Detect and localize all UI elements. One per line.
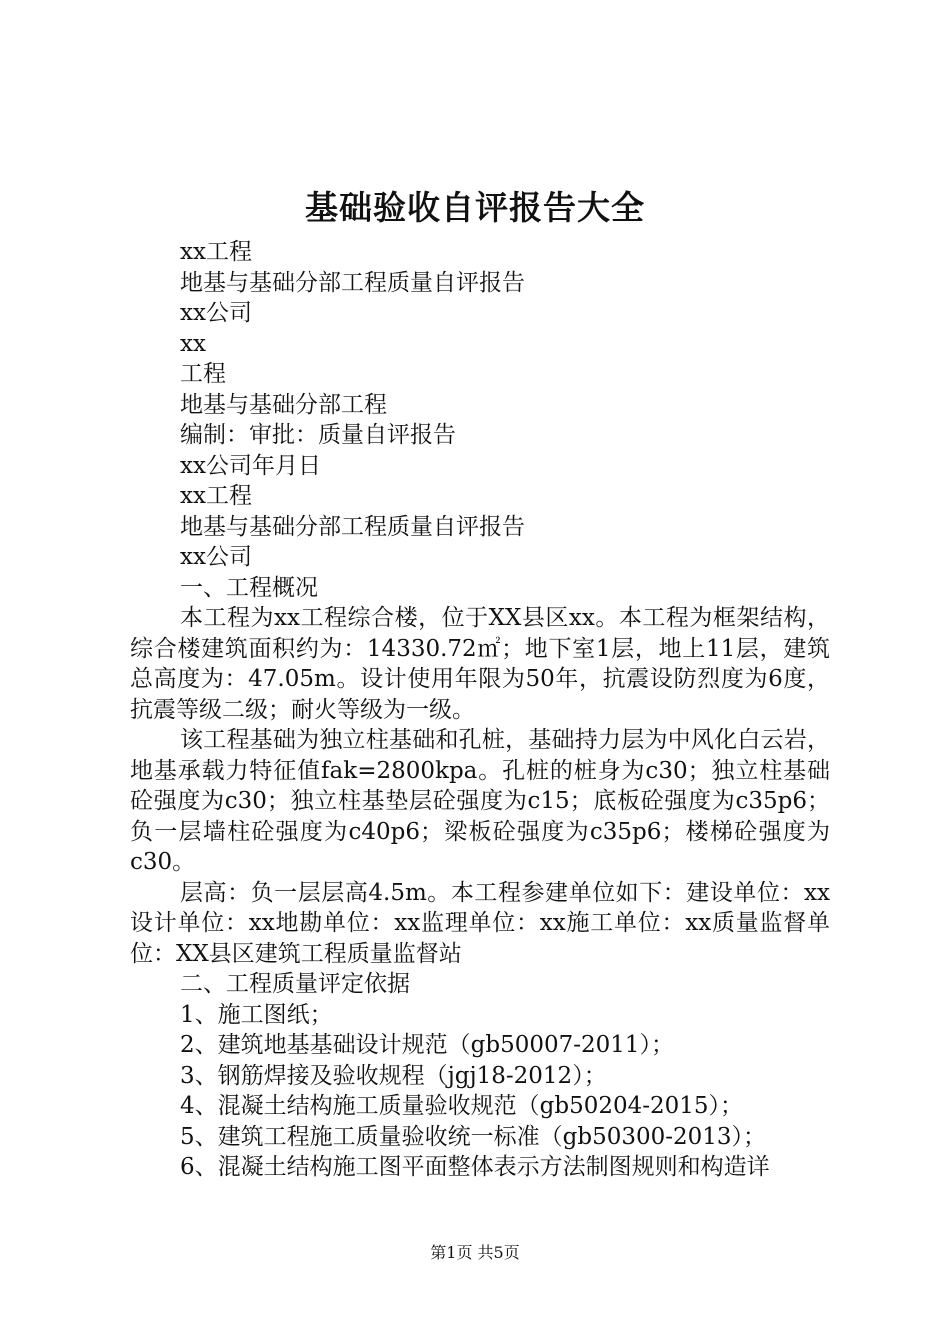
section-heading: 二、工程质量评定依据 xyxy=(180,971,410,997)
cover-line: xx工程 xyxy=(180,483,252,509)
cover-line: xx xyxy=(180,330,206,357)
basis-item: 5、建筑工程施工质量验收统一标准（gb50300-2013）； xyxy=(180,1123,767,1150)
basis-item: 1、施工图纸； xyxy=(180,1001,333,1028)
cover-line: 工程 xyxy=(180,361,226,387)
cover-line: 地基与基础分部工程质量自评报告 xyxy=(180,513,525,540)
cover-line: xx公司 xyxy=(180,544,252,570)
document-title: 基础验收自评报告大全 xyxy=(305,188,645,227)
section-heading: 一、工程概况 xyxy=(180,574,318,601)
body-paragraph: 该工程基础为独立柱基础和孔桩，基础持力层为中风化白云岩，地基承载力特征值fak=2800kpa。孔桩的桩身为c30；独立柱基础砼强度为c30；独立柱基垫层砼强度为c15；底板砼强度为c35p6；负一层墙柱砼强度为c40p6；梁板砼强度为c35p6；楼梯砼强度为c30。 xyxy=(130,727,830,875)
cover-line: xx公司年月日 xyxy=(180,452,321,479)
cover-line: xx公司 xyxy=(180,300,252,326)
basis-item: 2、建筑地基基础设计规范（gb50007-2011）； xyxy=(180,1032,675,1058)
basis-item: 3、钢筋焊接及验收规程（jgj18-2012）； xyxy=(180,1062,607,1089)
cover-line: 地基与基础分部工程 xyxy=(180,391,387,418)
basis-item: 4、混凝土结构施工质量验收规范（gb50204-2015）； xyxy=(180,1093,744,1119)
cover-line: 地基与基础分部工程质量自评报告 xyxy=(180,269,525,296)
basis-item: 6、混凝土结构施工图平面整体表示方法制图规则和构造详 xyxy=(180,1154,770,1180)
document-body xyxy=(130,237,830,1183)
body-paragraph: 层高：负一层层高4.5m。本工程参建单位如下：建设单位：xx设计单位：xx地勘单位：xx监理单位：xx施工单位：xx质量监督单位：XX县区建筑工程质量监督站 xyxy=(130,879,830,967)
cover-line: xx工程 xyxy=(180,239,252,265)
page-footer: 第1页 共5页 xyxy=(430,1243,520,1262)
cover-line: 编制：审批：质量自评报告 xyxy=(180,422,456,448)
body-paragraph: 本工程为xx工程综合楼，位于XX县区xx。本工程为框架结构，综合楼建筑面积约为：14330.72㎡；地下室1层，地上11层，建筑总高度为：47.05m。设计使用年限为50年，抗震设防烈度为6度，抗震等级二级；耐火等级为一级。 xyxy=(130,605,830,723)
